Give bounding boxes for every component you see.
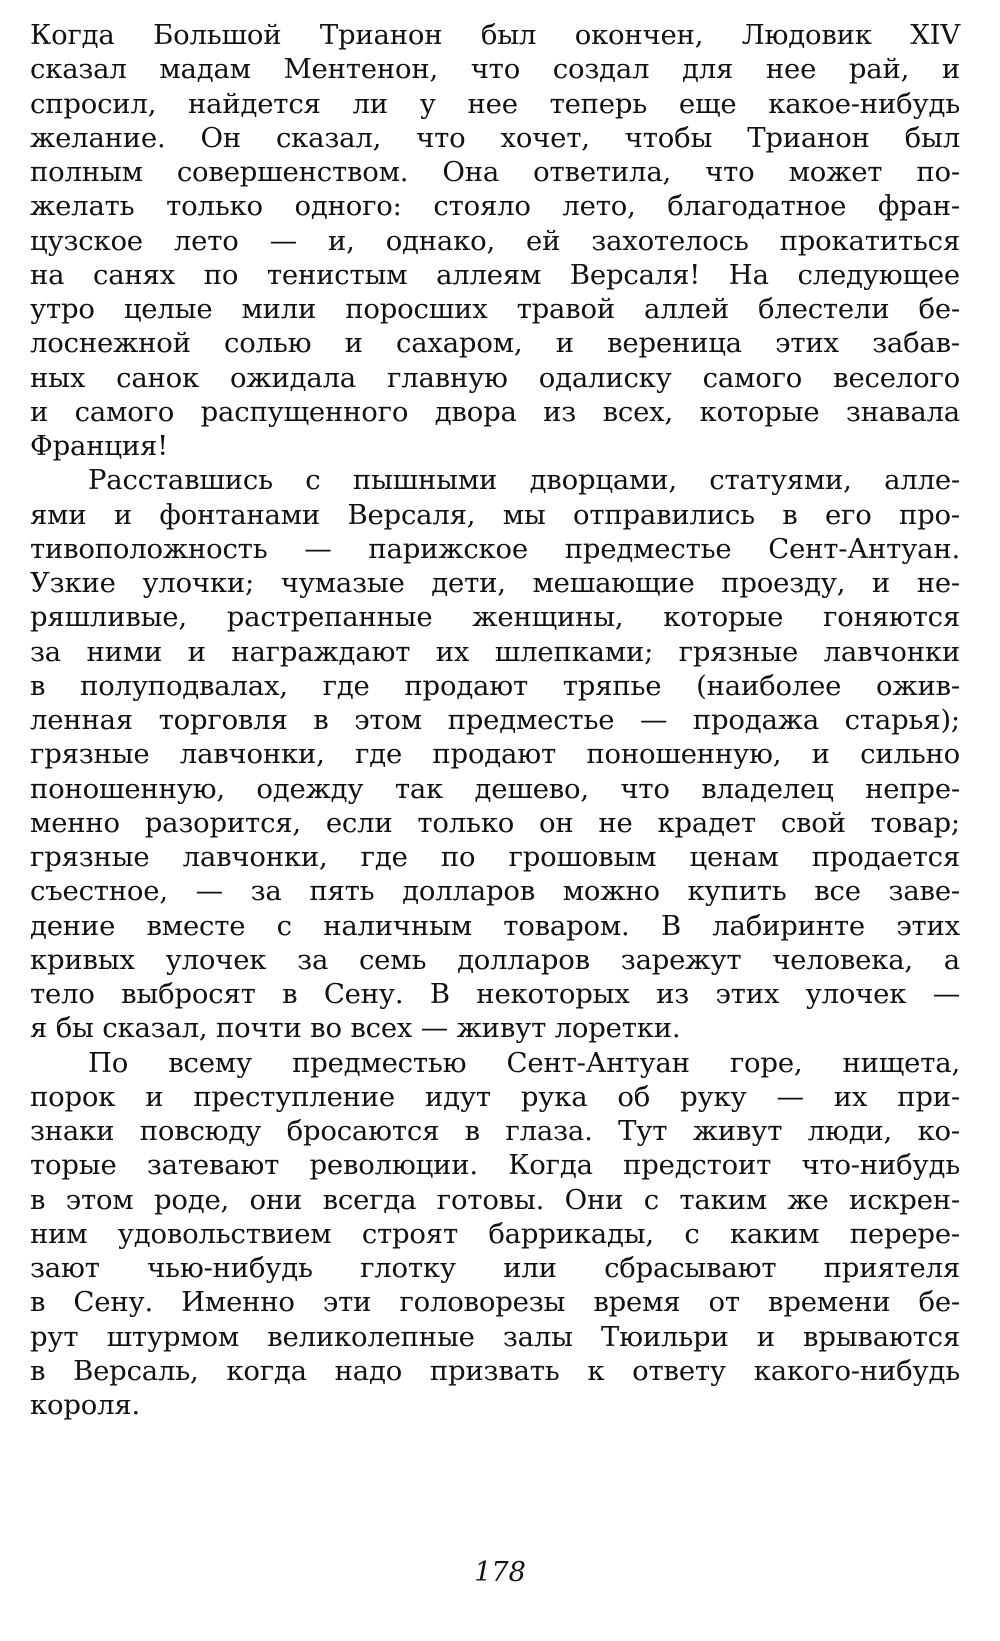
text-line: полным совершенством. Она ответила, что может по- [30, 156, 960, 188]
text-line: тело выбросят в Сену. В некоторых из этих улочек — [30, 978, 960, 1010]
text-line: сказал мадам Ментенон, что создал для нее рай, и [30, 53, 960, 86]
text-line: тивоположность — парижское предместье Сент-Антуан. [30, 532, 960, 565]
page-number: 178 [474, 1557, 526, 1588]
text-line: желание. Он сказал, что хочет, чтобы Трианон был [30, 121, 960, 154]
text-line: дение вместе с наличным товаром. В лабиринте этих [30, 909, 960, 942]
paragraph-3 [30, 1046, 960, 1423]
text-line: в Сену. Именно эти головорезы время от времени бе- [30, 1286, 960, 1319]
text-line: поношенную, одежду так дешево, что владелец непре- [30, 772, 960, 805]
text-line: и самого распущенного двора из всех, которые знавала [30, 395, 960, 428]
text-line: грязные лавчонки, где по грошовым ценам продается [30, 841, 960, 873]
text-line: в этом роде, они всегда готовы. Они с таким же искрен- [30, 1183, 960, 1216]
text-line: Узкие улочки; чумазые дети, мешающие проезду, и не- [30, 567, 960, 599]
text-line: рут штурмом великолепные залы Тюильри и врываются [30, 1320, 960, 1353]
text-line: торые затевают революции. Когда предстоит что-нибудь [30, 1149, 960, 1182]
text-line: знаки повсюду бросаются в глаза. Тут живут люди, ко- [30, 1115, 960, 1147]
paragraph-2 [30, 463, 960, 1045]
text-line: желать только одного: стояло лето, благодатное фран- [30, 190, 960, 223]
text-line: Франция! [30, 430, 168, 462]
paragraph-1 [30, 18, 960, 463]
text-line: ных санок ожидала главную одалиску самого веселого [30, 361, 960, 394]
text-line: Расставшись с пышными дворцами, статуями, алле- [88, 464, 960, 497]
text-line: в Версаль, когда надо призвать к ответу какого-нибудь [30, 1354, 960, 1387]
text-line: в полуподвалах, где продают тряпье (наиболее ожив- [30, 669, 960, 702]
text-line: за ними и награждают их шлепками; грязные лавчонки [30, 635, 960, 668]
text-line: спросил, найдется ли у нее теперь еще какое-нибудь [30, 87, 960, 120]
text-line: Когда Большой Трианон был окончен, Людовик XIV [30, 19, 960, 51]
text-line: ленная торговля в этом предместье — продажа старья); [30, 704, 960, 736]
text-line: зают чью-нибудь глотку или сбрасывают приятеля [30, 1252, 960, 1284]
text-line: менно разорится, если только он не крадет свой товар; [30, 806, 960, 839]
text-line: грязные лавчонки, где продают поношенную, и сильно [30, 738, 960, 771]
text-line: короля. [30, 1389, 141, 1421]
text-line: ним удовольствием строят баррикады, с каким перере- [30, 1217, 960, 1250]
text-line: на санях по тенистым аллеям Версаля! На следующее [30, 258, 960, 291]
text-line: кривых улочек за семь долларов зарежут человека, а [30, 943, 960, 976]
text-line: ряшливые, растрепанные женщины, которые гоняются [30, 601, 960, 634]
text-line: лоснежной солью и сахаром, и вереница этих забав- [30, 327, 960, 360]
text-line: утро целые мили поросших травой аллей блестели бе- [30, 293, 960, 325]
text-line: По всему предместью Сент-Антуан горе, нищета, [88, 1046, 960, 1079]
text-line: ями и фонтанами Версаля, мы отправились в его про- [30, 498, 960, 531]
text-line: цузское лето — и, однако, ей захотелось прокатиться [30, 224, 960, 257]
text-line: съестное, — за пять долларов можно купить все заве- [30, 875, 960, 908]
text-line: я бы сказал, почти во всех — живут лоретки. [30, 1012, 681, 1045]
page-text [30, 18, 960, 1422]
text-line: порок и преступление идут рука об руку — их при- [30, 1080, 960, 1113]
